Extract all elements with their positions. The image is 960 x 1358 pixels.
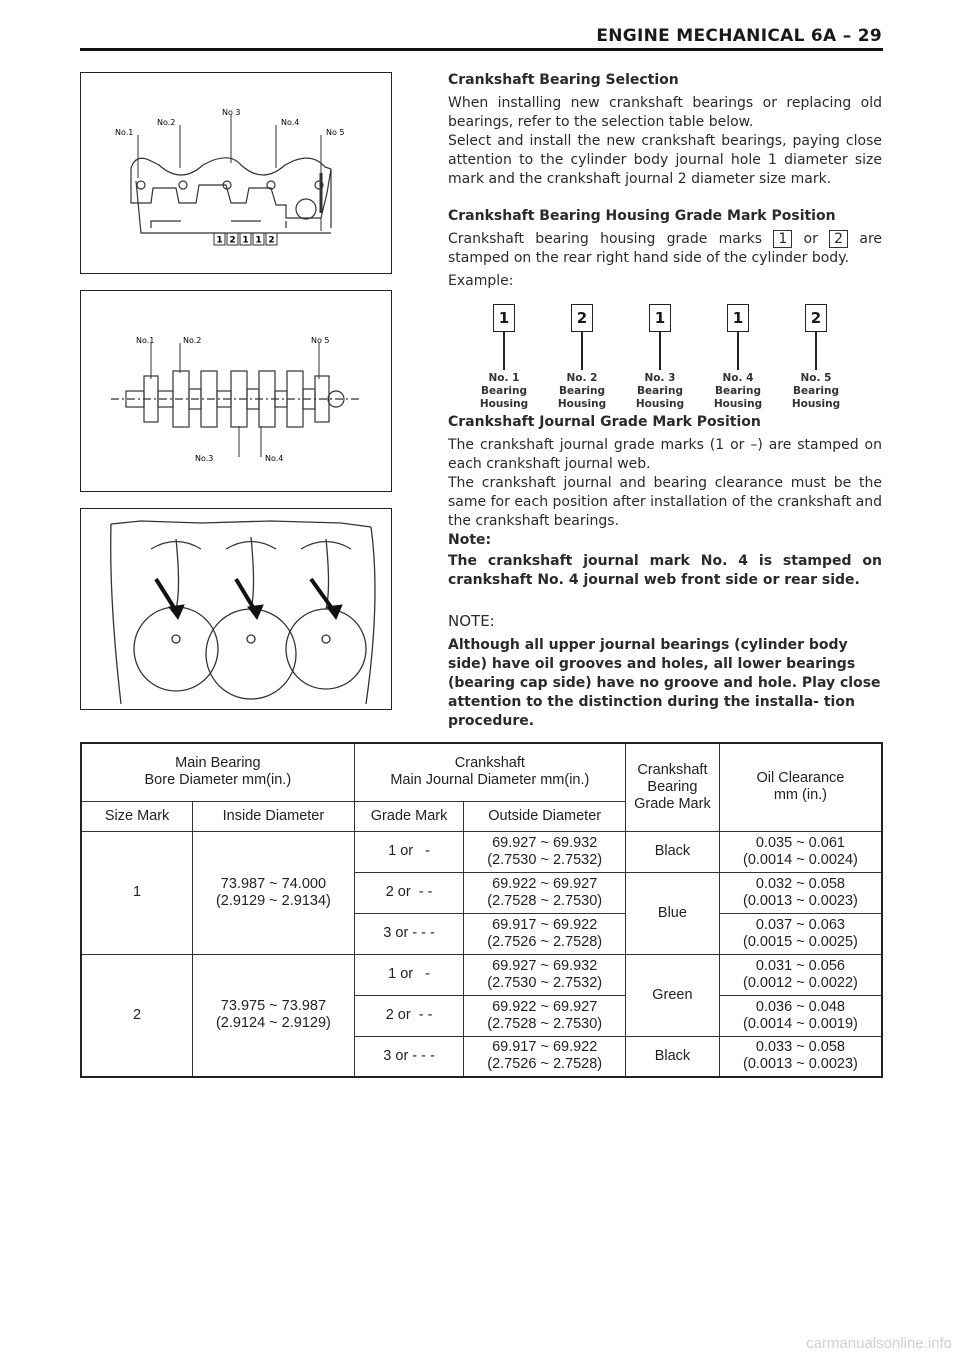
inside-diameter-in: (2.9124 ~ 2.9129) <box>215 1015 331 1032</box>
section2-text-or: or <box>803 231 818 247</box>
oil-clearance-cell <box>719 1036 882 1077</box>
table-row <box>81 831 882 872</box>
grade-example-label-2: Housing <box>713 398 763 410</box>
grade-example-label: No. 4 Bearing <box>715 372 761 397</box>
section3-note-label: Note: <box>448 532 492 548</box>
figure2-label-no1: No.1 <box>136 336 155 345</box>
section3-heading: Crankshaft Journal Grade Mark Position <box>448 414 761 430</box>
section3-paragraph-1: The crankshaft journal grade marks (1 or –) are stamped on each crankshaft journal web. <box>448 437 882 472</box>
grade-example-label: No. 3 Bearing <box>637 372 683 397</box>
section-bearing-selection <box>448 72 882 189</box>
bearing-selection-table <box>80 742 883 1078</box>
outside-diameter-cell <box>464 872 626 913</box>
outside-diameter-mm: 69.917 ~ 69.922 <box>492 916 598 933</box>
section4-text: Although all upper journal bearings (cylinder body side) have oil grooves and holes, all lower bearings (bearing cap side) have no groove and hole. Play close attention to the distinction during the installa- tion procedure. <box>448 637 881 729</box>
grade-example-stem <box>659 332 661 370</box>
oil-clearance-in: (0.0015 ~ 0.0025) <box>742 933 858 950</box>
header-oil-clearance-2: mm (in.) <box>773 787 828 804</box>
bearing-color-cell: Black <box>625 831 719 872</box>
inside-diameter-cell <box>193 831 355 954</box>
grade-example-label-2: Housing <box>635 398 685 410</box>
header-crankshaft-2: Main Journal Diameter mm(in.) <box>390 772 590 789</box>
outside-diameter-in: (2.7528 ~ 2.7530) <box>487 1015 603 1032</box>
figure-cylinder-body-journals <box>80 72 392 274</box>
section1-heading: Crankshaft Bearing Selection <box>448 72 679 88</box>
header-outside-diameter: Outside Diameter <box>464 801 626 831</box>
section2-paragraph <box>448 230 882 268</box>
oil-clearance-in: (0.0012 ~ 0.0022) <box>742 974 858 991</box>
outside-diameter-in: (2.7526 ~ 2.7528) <box>487 1056 603 1073</box>
figure1-stamp-1: 1 <box>216 235 223 246</box>
outside-diameter-in: (2.7530 ~ 2.7532) <box>487 974 603 991</box>
grade-example-mark: 1 <box>649 304 671 332</box>
section2-text-a: Crankshaft bearing housing grade marks <box>448 231 763 247</box>
grade-mark-cell: 1 or - <box>354 954 464 995</box>
page-header-title: ENGINE MECHANICAL 6A – 29 <box>596 26 882 46</box>
bearing-color-cell: Black <box>625 1036 719 1077</box>
section2-mark-2: 2 <box>829 230 848 248</box>
outside-diameter-mm: 69.922 ~ 69.927 <box>492 998 598 1015</box>
grade-mark-cell: 3 or - - - <box>354 1036 464 1077</box>
outside-diameter-mm: 69.922 ~ 69.927 <box>492 875 598 892</box>
section3-note-text: The crankshaft journal mark No. 4 is stamped on crankshaft No. 4 journal web front side or rear side. <box>448 553 882 588</box>
section2-text-b: are stamped on the rear right hand side of the cylinder body. <box>448 231 883 266</box>
grade-example-mark: 2 <box>805 304 827 332</box>
grade-example-mark: 1 <box>493 304 515 332</box>
oil-clearance-mm: 0.032 ~ 0.058 <box>755 875 845 892</box>
section-housing-grade-mark <box>448 208 882 291</box>
outside-diameter-cell <box>464 913 626 954</box>
section1-paragraph-1: When installing new crankshaft bearings or replacing old bearings, refer to the selection table below. <box>448 95 882 130</box>
inside-diameter-mm: 73.987 ~ 74.000 <box>220 875 327 892</box>
header-main-bearing <box>81 743 354 801</box>
bearing-color-cell: Green <box>625 954 719 1036</box>
section2-example-label: Example: <box>448 273 514 289</box>
outside-diameter-in: (2.7528 ~ 2.7530) <box>487 892 603 909</box>
figure1-stamp-2: 2 <box>229 235 236 246</box>
figure1-label-no2: No.2 <box>157 118 176 127</box>
header-size-mark: Size Mark <box>81 801 193 831</box>
header-rule <box>80 48 883 51</box>
oil-clearance-mm: 0.037 ~ 0.063 <box>755 916 845 933</box>
grade-example-label-2: Housing <box>479 398 529 410</box>
header-bearing-grade-1: Crankshaft <box>637 761 708 778</box>
outside-diameter-in: (2.7530 ~ 2.7532) <box>487 851 603 868</box>
section2-heading: Crankshaft Bearing Housing Grade Mark Position <box>448 208 836 224</box>
figure2-label-no3: No.3 <box>195 454 214 463</box>
oil-clearance-in: (0.0013 ~ 0.0023) <box>742 1056 858 1073</box>
section4-heading: NOTE: <box>448 612 495 630</box>
grade-mark-cell: 1 or - <box>354 831 464 872</box>
outside-diameter-cell <box>464 1036 626 1077</box>
oil-clearance-cell <box>719 954 882 995</box>
header-oil-clearance <box>719 743 882 831</box>
grade-mark-example-diagram <box>448 300 882 410</box>
figure1-label-no1: No.1 <box>115 128 134 137</box>
grade-example-stem <box>581 332 583 370</box>
section3-paragraph-2: The crankshaft journal and bearing clearance must be the same for each position after installation of the crankshaft and the crankshaft bearings. <box>448 475 882 529</box>
outside-diameter-mm: 69.917 ~ 69.922 <box>492 1039 598 1056</box>
header-main-bearing-2: Bore Diameter mm(in.) <box>144 772 292 789</box>
section-oil-groove-note <box>448 612 882 731</box>
oil-clearance-cell <box>719 913 882 954</box>
grade-example-label: No. 5 Bearing <box>793 372 839 397</box>
figure2-label-no5: No 5 <box>311 336 330 345</box>
outside-diameter-cell <box>464 954 626 995</box>
size-mark-cell: 2 <box>81 954 193 1077</box>
inside-diameter-mm: 73.975 ~ 73.987 <box>220 998 327 1015</box>
grade-example-mark: 2 <box>571 304 593 332</box>
figure1-label-no4: No.4 <box>281 118 300 127</box>
figure2-label-no2: No.2 <box>183 336 202 345</box>
header-main-bearing-1: Main Bearing <box>175 755 261 772</box>
outside-diameter-mm: 69.927 ~ 69.932 <box>492 957 598 974</box>
oil-clearance-mm: 0.033 ~ 0.058 <box>755 1039 845 1056</box>
grade-mark-cell: 2 or - - <box>354 872 464 913</box>
grade-example-no4 <box>698 300 778 411</box>
figure-bearing-oil-grooves <box>80 508 392 710</box>
oil-clearance-mm: 0.035 ~ 0.061 <box>755 834 845 851</box>
section-journal-grade-mark <box>448 414 882 590</box>
header-bearing-grade-2: Bearing <box>647 778 698 795</box>
oil-clearance-in: (0.0014 ~ 0.0019) <box>742 1015 858 1032</box>
figure1-label-no3: No 3 <box>222 108 241 117</box>
oil-clearance-in: (0.0014 ~ 0.0024) <box>742 851 858 868</box>
header-inside-diameter: Inside Diameter <box>193 801 355 831</box>
section1-paragraph-2: Select and install the new crankshaft bearings, paying close attention to the cylinder body journal hole 1 diameter size mark and the crankshaft journal 2 diameter size mark. <box>448 133 882 187</box>
grade-example-label: No. 2 Bearing <box>559 372 605 397</box>
header-crankshaft-1: Crankshaft <box>454 755 525 772</box>
outside-diameter-cell <box>464 831 626 872</box>
figure1-stamp-5: 2 <box>268 235 275 246</box>
oil-clearance-in: (0.0013 ~ 0.0023) <box>742 892 858 909</box>
grade-example-no2 <box>542 300 622 411</box>
grade-mark-cell: 2 or - - <box>354 995 464 1036</box>
grade-mark-cell: 3 or - - - <box>354 913 464 954</box>
figure1-label-no5: No 5 <box>326 128 345 137</box>
figure1-stamp-4: 1 <box>255 235 262 246</box>
grade-example-label-2: Housing <box>791 398 841 410</box>
grade-example-stem <box>815 332 817 370</box>
section2-mark-1: 1 <box>773 230 792 248</box>
grade-example-no1 <box>464 300 544 411</box>
header-bearing-grade-3: Grade Mark <box>634 795 711 812</box>
grade-example-mark: 1 <box>727 304 749 332</box>
header-oil-clearance-1: Oil Clearance <box>756 770 845 787</box>
watermark: carmanualsonline.info <box>806 1335 952 1352</box>
grade-example-no5 <box>776 300 856 411</box>
oil-clearance-mm: 0.036 ~ 0.048 <box>755 998 845 1015</box>
oil-clearance-mm: 0.031 ~ 0.056 <box>755 957 845 974</box>
header-bearing-grade <box>625 743 719 831</box>
grade-example-label: No. 1 Bearing <box>481 372 527 397</box>
inside-diameter-cell <box>193 954 355 1077</box>
figure2-label-no4: No.4 <box>265 454 284 463</box>
oil-clearance-cell <box>719 995 882 1036</box>
grade-example-no3 <box>620 300 700 411</box>
header-crankshaft <box>354 743 625 801</box>
inside-diameter-in: (2.9129 ~ 2.9134) <box>215 892 331 909</box>
grade-example-stem <box>503 332 505 370</box>
table-row <box>81 954 882 995</box>
figure-crankshaft-journals <box>80 290 392 492</box>
bearing-color-cell: Blue <box>625 872 719 954</box>
outside-diameter-cell <box>464 995 626 1036</box>
oil-clearance-cell <box>719 831 882 872</box>
oil-clearance-cell <box>719 872 882 913</box>
figure1-stamp-3: 1 <box>242 235 249 246</box>
outside-diameter-in: (2.7526 ~ 2.7528) <box>487 933 603 950</box>
grade-example-label-2: Housing <box>557 398 607 410</box>
outside-diameter-mm: 69.927 ~ 69.932 <box>492 834 598 851</box>
size-mark-cell: 1 <box>81 831 193 954</box>
header-grade-mark: Grade Mark <box>354 801 464 831</box>
grade-example-stem <box>737 332 739 370</box>
